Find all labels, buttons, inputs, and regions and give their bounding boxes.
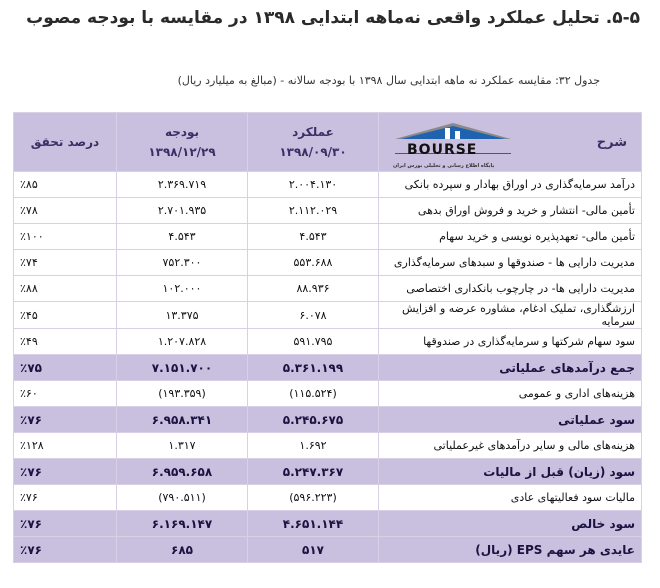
row-description: تأمین مالی- تعهدپذیره نویسی و خرید سهام — [379, 224, 642, 250]
section-heading: ۵-۵. تحلیل عملکرد واقعی نه‌ماهه ابتدایی ۱۳۹۸ در مقایسه با بودجه مصوب — [26, 8, 640, 28]
bourse-logo — [385, 119, 521, 169]
row-description: مدیریت دارایی ها- در چارچوب بانکداری اختصاصی — [379, 276, 642, 302]
row-achievement: ٪۷۶ — [14, 485, 117, 511]
row-budget: ۲.۷۰۱.۹۳۵ — [117, 198, 248, 224]
performance-table — [13, 112, 642, 563]
row-achievement: ٪۱۰۰ — [14, 224, 117, 250]
table-header-row — [14, 113, 642, 172]
row-budget: ۱.۳۱۷ — [117, 433, 248, 459]
row-description: عایدی هر سهم EPS (ریال) — [379, 537, 642, 563]
logo-wordmark: BOURSE — [407, 142, 478, 158]
header-achievement: درصد تحقق — [14, 113, 117, 172]
row-achievement: ٪۸۵ — [14, 172, 117, 198]
row-budget: (۱۹۳.۳۵۹) — [117, 381, 248, 407]
row-actual: ۴.۶۵۱.۱۴۴ — [248, 511, 379, 537]
row-description: سود (زیان) قبل از مالیات — [379, 459, 642, 485]
row-budget: ۶.۹۵۸.۳۴۱ — [117, 407, 248, 433]
table-body — [14, 172, 642, 563]
table-row — [14, 433, 642, 459]
row-actual: (۱۱۵.۵۲۴) — [248, 381, 379, 407]
row-achievement: ٪۷۶ — [14, 537, 117, 563]
table-row — [14, 329, 642, 355]
row-achievement: ٪۸۸ — [14, 276, 117, 302]
row-actual: ۵.۳۶۱.۱۹۹ — [248, 355, 379, 381]
row-budget: (۷۹۰.۵۱۱) — [117, 485, 248, 511]
row-achievement: ٪۷۸ — [14, 198, 117, 224]
row-achievement: ٪۶۰ — [14, 381, 117, 407]
row-budget: ۱.۲۰۷.۸۲۸ — [117, 329, 248, 355]
row-achievement: ٪۴۹ — [14, 329, 117, 355]
row-actual: ۵۱۷ — [248, 537, 379, 563]
row-actual: ۸۸.۹۳۶ — [248, 276, 379, 302]
header-budget-date: ۱۳۹۸/۱۲/۲۹ — [148, 145, 216, 159]
row-budget: ۶.۹۵۹.۶۵۸ — [117, 459, 248, 485]
row-budget: ۶۸۵ — [117, 537, 248, 563]
table-row — [14, 224, 642, 250]
table-row — [14, 302, 642, 329]
row-budget: ۱۰۲.۰۰۰ — [117, 276, 248, 302]
row-achievement: ٪۷۶ — [14, 459, 117, 485]
table-row — [14, 276, 642, 302]
row-description: سود خالص — [379, 511, 642, 537]
row-description: جمع درآمدهای عملیاتی — [379, 355, 642, 381]
row-description: درآمد سرمایه‌گذاری در اوراق بهادار و سپرده بانکی — [379, 172, 642, 198]
row-actual: ۵.۲۴۷.۳۶۷ — [248, 459, 379, 485]
table-caption: جدول ۳۲: مقایسه عملکرد نه ماهه ابتدایی سال ۱۳۹۸ با بودجه سالانه - (مبالغ به میلیارد ریال) — [177, 74, 600, 87]
row-description: سود عملیاتی — [379, 407, 642, 433]
row-description: هزینه‌های مالی و سایر درآمدهای غیرعملیاتی — [379, 433, 642, 459]
summary-row — [14, 537, 642, 563]
header-actual-date: ۱۳۹۸/۰۹/۳۰ — [279, 145, 347, 159]
header-description — [379, 113, 642, 172]
summary-row — [14, 511, 642, 537]
row-actual: ۴.۵۴۳ — [248, 224, 379, 250]
row-description: ارزشگذاری، تملیک ادغام، مشاوره عرضه و افزایش سرمایه — [379, 302, 642, 329]
logo-tagline: پایگاه اطلاع رسانی و تحلیلی بورس ایران — [393, 163, 495, 169]
summary-row — [14, 407, 642, 433]
row-achievement: ٪۴۵ — [14, 302, 117, 329]
header-description-label: شرح — [596, 135, 627, 150]
row-description: سود سهام شرکتها و سرمایه‌گذاری در صندوقها — [379, 329, 642, 355]
header-actual — [248, 113, 379, 172]
row-actual: ۵۹۱.۷۹۵ — [248, 329, 379, 355]
header-actual-label: عملکرد — [292, 125, 334, 139]
row-budget: ۱۳.۳۷۵ — [117, 302, 248, 329]
table-row — [14, 485, 642, 511]
table-row — [14, 172, 642, 198]
summary-row — [14, 355, 642, 381]
summary-row — [14, 459, 642, 485]
row-actual: ۵.۲۴۵.۶۷۵ — [248, 407, 379, 433]
row-achievement: ٪۷۴ — [14, 250, 117, 276]
header-budget — [117, 113, 248, 172]
row-actual: ۲.۱۱۲.۰۲۹ — [248, 198, 379, 224]
row-budget: ۷۵۲.۳۰۰ — [117, 250, 248, 276]
row-budget: ۷.۱۵۱.۷۰۰ — [117, 355, 248, 381]
row-achievement: ٪۷۶ — [14, 511, 117, 537]
header-budget-label: بودجه — [164, 125, 200, 139]
row-budget: ۲.۳۶۹.۷۱۹ — [117, 172, 248, 198]
row-actual: ۱.۶۹۲ — [248, 433, 379, 459]
row-budget: ۴.۵۴۳ — [117, 224, 248, 250]
table-row — [14, 381, 642, 407]
table-row — [14, 250, 642, 276]
row-actual: ۶.۰۷۸ — [248, 302, 379, 329]
row-description: هزینه‌های اداری و عمومی — [379, 381, 642, 407]
row-actual: ۲.۰۰۴.۱۳۰ — [248, 172, 379, 198]
row-actual: ۵۵۳.۶۸۸ — [248, 250, 379, 276]
row-achievement: ٪۷۶ — [14, 407, 117, 433]
row-actual: (۵۹۶.۲۲۳) — [248, 485, 379, 511]
row-description: مالیات سود فعالیتهای عادی — [379, 485, 642, 511]
row-description: مدیریت دارایی ها - صندوقها و سبدهای سرمایه‌گذاری — [379, 250, 642, 276]
row-achievement: ٪۱۲۸ — [14, 433, 117, 459]
row-budget: ۶.۱۶۹.۱۴۷ — [117, 511, 248, 537]
table-row — [14, 198, 642, 224]
row-description: تأمین مالی- انتشار و خرید و فروش اوراق بدهی — [379, 198, 642, 224]
row-achievement: ٪۷۵ — [14, 355, 117, 381]
